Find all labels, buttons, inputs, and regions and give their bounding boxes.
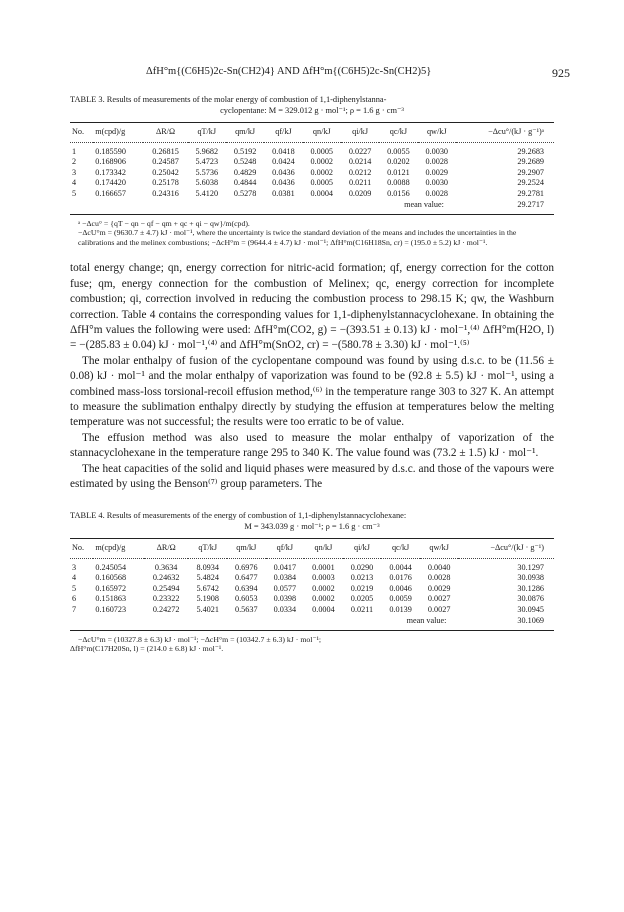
table-cell: 0.24272 [152,604,180,614]
table-cell: 0.0577 [273,583,297,593]
table-cell: 0.173342 [95,167,126,177]
table-cell: 0.26815 [152,146,179,156]
running-title: ΔfH°m{(C6H5)2c-Sn(CH2)4} AND ΔfH°m{(C6H5)2c-Sn(CH2)5} [146,66,432,77]
table-cell: 0.0028 [425,188,448,198]
table-3-notes [70,219,554,248]
table-cell: 0.4829 [233,167,257,177]
table-cell: 0.6976 [235,562,258,572]
table-row [70,178,554,189]
paragraph: The effusion method was also used to measure the molar enthalpy of vaporization of the stannacyclohexane in the temperature range 295 to 340 K. The value found was (73.2 ± 1.5) kJ · mol⁻¹. [70,431,554,460]
col-header-qi: qi/kJ [341,123,379,143]
col-header-qf: qf/kJ [264,123,302,143]
table-cell: 6 [72,594,77,604]
table-cell: 29.2689 [517,157,544,166]
table-cell: 5.5736 [195,167,219,177]
table-cell: 0.0001 [312,562,335,572]
table-cell: 5 [72,188,77,198]
table-cell: 0.0004 [310,188,334,198]
table-cell: 30.1286 [517,583,544,593]
table-cell: 2 [72,157,77,166]
col-header-qc: qc/kJ [379,123,417,143]
table-3-footnote-results: −ΔcU°m = (9630.7 ± 4.7) kJ · mol⁻¹, where the uncertainty is twice the standard deviation of the means and includes the uncertainties in the calibrations and the melinex combustions; −ΔcH°m = (9644.4 ± 4.7) kJ · mol⁻¹; ΔfH°m(C16H18Sn, cr) = (195.0 ± 5.2) kJ · mol⁻¹. [78,228,517,247]
table-cell: 3 [72,167,77,177]
journal-page [70,0,570,654]
table-cell: 0.0202 [387,157,410,166]
mean-row [70,615,554,630]
table-cell: 29.2907 [517,167,544,177]
table-4-footnote-energies: −ΔcU°m = (10327.8 ± 6.3) kJ · mol⁻¹; −ΔcH°m = (10342.7 ± 6.3) kJ · mol⁻¹; [78,634,322,644]
table-4-caption [70,510,554,532]
table-cell: 0.0205 [350,594,374,604]
table-cell: 0.0002 [310,167,334,177]
table-3-footnote-a: ᵃ −Δcu° = {qT − qn − qf − qm + qc + qi − qw}/m(cpd). [78,218,250,228]
table-cell: 0.185590 [95,146,126,156]
table-cell: 0.6053 [235,594,258,604]
table-cell: 30.1297 [517,562,544,572]
table-cell: 0.0211 [350,604,374,614]
table-cell: 7 [72,604,77,614]
table-cell: 0.0040 [427,562,451,572]
table-cell: 0.23322 [152,594,180,604]
table-3 [70,122,554,215]
table-row [70,594,554,605]
table-cell: 0.0219 [350,583,374,593]
table-cell: 0.0027 [427,604,451,614]
table-cell: 0.0398 [273,594,297,604]
table-4 [70,538,554,631]
table-cell: 0.6477 [235,573,258,583]
table-cell: 5.1908 [196,594,219,604]
running-head [70,66,570,80]
table-cell: 0.4844 [233,178,257,187]
col-header-qm: qm/kJ [226,123,264,143]
table-cell: 0.5192 [233,146,257,156]
table-cell: 0.0139 [389,604,412,614]
table-cell: 0.25042 [152,167,179,177]
table-cell: 0.0176 [389,573,412,583]
table-row [70,142,554,157]
table-cell: 0.0002 [310,157,334,166]
table-3-caption [70,94,554,116]
table-cell: 0.245054 [95,562,127,572]
col-header-qt: qT/kJ [188,539,227,559]
table-cell: 3 [72,562,77,572]
col-header-qc: qc/kJ [381,539,420,559]
col-header-qt: qT/kJ [188,123,226,143]
col-header-qm: qm/kJ [227,539,266,559]
table-4-footnote-enthalpy: ΔfH°m(C17H20Sn, l) = (214.0 ± 6.8) kJ · mol⁻¹. [70,644,224,654]
table-cell: 0.5248 [233,157,257,166]
table-cell: 5 [72,583,77,593]
mean-label: mean value: [70,199,456,214]
table-3-header-row [70,123,554,143]
table-cell: 0.0424 [272,157,295,166]
table-cell: 0.0029 [425,167,448,177]
table-cell: 0.0030 [425,146,448,156]
table-4-header-row [70,539,554,559]
table-cell: 0.0028 [427,573,451,583]
col-header-no: No. [70,123,93,143]
table-cell: 0.165972 [95,583,127,593]
table-cell: 0.0436 [272,178,295,187]
table-4-body [70,558,554,630]
table-cell: 0.3634 [154,562,178,572]
table-cell: 0.0088 [387,178,410,187]
table-cell: 0.0417 [273,562,297,572]
table-cell: 0.0214 [348,157,372,166]
table-cell: 0.0334 [273,604,297,614]
table-cell: 1 [72,146,77,156]
table-row [70,558,554,573]
table-cell: 0.0059 [389,594,412,604]
table-row [70,168,554,179]
col-header-mass: m(cpd)/g [93,539,144,559]
col-header-qn: qn/kJ [304,539,343,559]
table-cell: 29.2524 [517,178,544,187]
col-header-delta-r: ΔR/Ω [144,539,189,559]
table-row [70,189,554,200]
page-number: 925 [552,66,570,80]
table-cell: 0.0227 [348,146,372,156]
col-header-energy: −Δcu°/(kJ · g⁻¹)ᵃ [456,123,554,143]
table-cell: 0.166657 [95,188,126,198]
table-cell: 0.0005 [310,146,334,156]
table-cell: 0.0418 [272,146,295,156]
col-header-mass: m(cpd)/g [93,123,143,143]
table-cell: 0.24316 [152,188,179,198]
table-cell: 0.6394 [235,583,258,593]
table-cell: 5.4824 [196,573,219,583]
table-cell: 0.0005 [310,178,334,187]
col-header-no: No. [70,539,93,559]
table-cell: 0.174420 [95,178,126,187]
table-cell: 0.160723 [95,604,127,614]
table-cell: 0.0381 [272,188,295,198]
col-header-qw: qw/kJ [418,123,456,143]
table-cell: 0.25178 [152,178,179,187]
table-row [70,584,554,595]
table-cell: 0.5278 [233,188,257,198]
table-cell: 0.0002 [312,583,335,593]
paragraph: total energy change; qn, energy correction for nitric-acid formation; qf, energy correction for the cotton fuse; qm, energy connection for the combustion of Melinex; qc, energy correction for incomplete combustion; qi, correction involved in reducing the combustion process to 298.15 K; qw, the Washburn correction. Table 4 contains the corresponding values for 1,1-diphenylstannacyclohexane. In obtaining the ΔfH°m values the following were used: ΔfH°m(CO2, g) = −(393.51 ± 0.13) kJ · mol⁻¹,⁽⁴⁾ ΔfH°m(H2O, l) = −(285.83 ± 0.04) kJ · mol⁻¹,⁽⁴⁾ and ΔfH°m(SnO2, cr) = −(580.78 ± 3.30) kJ · mol⁻¹.⁽⁵⁾ [70,262,554,352]
table-row [70,157,554,168]
table-cell: 8.0934 [196,562,219,572]
col-header-qn: qn/kJ [303,123,341,143]
paragraph: The molar enthalpy of fusion of the cyclopentane compound was found by using d.s.c. to be (11.56 ± 0.08) kJ · mol⁻¹ and the molar enthalpy of vaporization was found to be (92.8 ± 5.5) kJ · mol⁻¹, using a combined mass-loss torsional-recoil effusion method,⁽⁶⁾ in the temperature range 303 to 327 K. An attempt to measure the sublimation enthalpy directly by studying the effusion at temperatures below the melting temperature was not successful; the results were too erratic to be of value. [70,354,554,429]
table-cell: 0.0121 [387,167,410,177]
table-cell: 30.0945 [517,604,544,614]
mean-value: 29.2717 [456,199,554,214]
table-3-caption-line-2: cyclopentane: M = 329.012 g · mol⁻¹; ρ = 1.6 g · cm⁻³ [220,106,404,115]
table-cell: 0.0003 [312,573,335,583]
table-cell: 0.0436 [272,167,295,177]
table-cell: 4 [72,573,77,583]
table-cell: 0.24587 [152,157,179,166]
table-3-body [70,142,554,214]
table-cell: 0.0211 [348,178,372,187]
table-4-caption-line-1: TABLE 4. Results of measurements of the energy of combustion of 1,1-diphenylstannacyclohexane: [70,511,407,521]
table-cell: 0.168906 [95,157,126,166]
table-cell: 0.24632 [152,573,180,583]
table-cell: 30.0938 [517,573,544,583]
table-cell: 0.25494 [152,583,180,593]
table-cell: 30.0876 [517,594,544,604]
table-cell: 5.4021 [196,604,219,614]
table-cell: 5.6038 [195,178,219,187]
table-cell: 0.0212 [348,167,372,177]
table-4-notes [70,635,554,654]
table-cell: 0.0213 [350,573,374,583]
table-cell: 0.0028 [425,157,448,166]
table-cell: 5.9682 [195,146,219,156]
table-cell: 0.0030 [425,178,448,187]
col-header-qw: qw/kJ [420,539,459,559]
table-cell: 5.4723 [195,157,219,166]
table-cell: 0.0209 [348,188,372,198]
mean-value: 30.1069 [458,615,554,630]
table-cell: 5.6742 [196,583,219,593]
mean-label: mean value: [70,615,458,630]
col-header-qi: qi/kJ [343,539,382,559]
mean-row [70,199,554,214]
table-cell: 0.0290 [350,562,374,572]
table-cell: 0.5637 [235,604,258,614]
table-cell: 4 [72,178,77,187]
table-cell: 29.2683 [517,146,544,156]
table-cell: 0.0055 [387,146,410,156]
table-cell: 0.0002 [312,594,335,604]
table-row [70,605,554,616]
paragraph: The heat capacities of the solid and liquid phases were measured by d.s.c. and those of the vapours were estimated by using the Benson⁽⁷⁾ group parameters. The [70,462,554,490]
table-cell: 0.0384 [273,573,297,583]
table-row [70,573,554,584]
table-cell: 0.0027 [427,594,451,604]
table-4-caption-line-2: M = 343.039 g · mol⁻¹; ρ = 1.6 g · cm⁻³ [244,522,380,532]
table-3-caption-line-1: TABLE 3. Results of measurements of the molar energy of combustion of 1,1-diphenylstanna- [70,95,387,104]
table-cell: 0.0156 [387,188,410,198]
table-cell: 0.0046 [389,583,412,593]
table-cell: 29.2781 [517,188,544,198]
table-cell: 5.4120 [195,188,219,198]
col-header-delta-r: ΔR/Ω [143,123,187,143]
table-cell: 0.160568 [95,573,127,583]
table-cell: 0.151863 [95,594,127,604]
table-cell: 0.0004 [312,604,335,614]
col-header-qf: qf/kJ [266,539,305,559]
table-cell: 0.0044 [389,562,412,572]
body-text [70,261,554,492]
col-header-energy: −Δcu°/(kJ · g⁻¹) [458,539,554,559]
table-cell: 0.0029 [427,583,451,593]
